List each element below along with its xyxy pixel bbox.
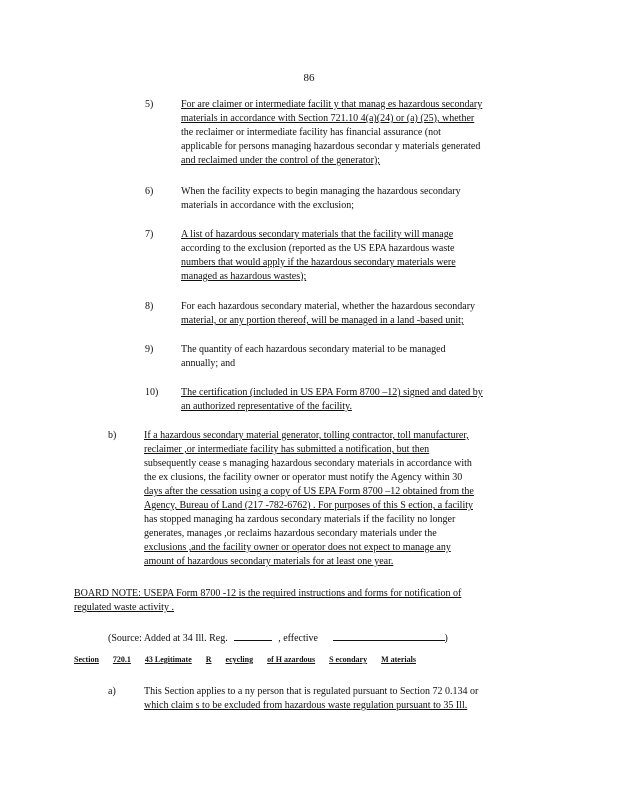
text-line: For each hazardous secondary material, whether the hazardous secondary: [181, 301, 476, 312]
text-line: If a hazardous secondary material generator, tolling contractor, toll manufacturer,: [144, 430, 469, 441]
item-number: 9): [145, 344, 154, 355]
text-line: days after the cessation using a copy of US EPA Form 8700 –12 obtained from the: [144, 486, 474, 497]
effective-date-blank: [333, 629, 445, 641]
text-line: regulated waste activity .: [74, 602, 174, 613]
text-line: which claim s to be excluded from hazardous waste regulation pursuant to 35 Ill.: [144, 700, 468, 711]
text-line: BOARD NOTE: USEPA Form 8700 -12 is the required instructions and forms for notification of: [74, 588, 462, 599]
text-line: annually; and: [181, 358, 236, 369]
text-line: This Section applies to a ny person that is regulated pursuant to Section 72 0.134 or: [144, 686, 479, 697]
paragraph-text: [144, 685, 540, 713]
text-line: materials in accordance with the exclusion;: [181, 200, 354, 211]
board-note-text: [74, 587, 540, 615]
item-number: 10): [145, 387, 159, 398]
source-mid: , effective: [278, 633, 318, 644]
item-number: 8): [145, 301, 154, 312]
text-line: reclaimer ,or intermediate facility has submitted a notification, but then: [144, 444, 430, 455]
text-line: applicable for persons managing hazardous secondar y materials generated: [181, 141, 481, 152]
text-line: the ex clusions, the facility owner or operator must notify the Agency within 30: [144, 472, 463, 483]
item-number: 5): [145, 99, 154, 110]
item-text: [181, 343, 495, 371]
text-line: according to the exclusion (reported as the US EPA hazardous waste: [181, 243, 455, 254]
text-line: Agency, Bureau of Land (217 -782-6762) . For purposes of this S ection, a facility: [144, 500, 473, 511]
paragraph-text: [144, 429, 536, 569]
text-line: The certification (included in US EPA Form 8700 –12) signed and dated by: [181, 387, 483, 398]
source-line: [108, 629, 448, 646]
page-number: 86: [303, 72, 315, 84]
text-line: generates, manages ,or reclaims hazardous secondary materials under the: [144, 528, 437, 539]
text-line: amount of hazardous secondary materials for at least one year.: [144, 556, 394, 567]
text-line: the reclaimer or intermediate facility has financial assurance (not: [181, 127, 441, 138]
text-line: an authorized representative of the facility.: [181, 401, 352, 412]
item-number: 7): [145, 229, 154, 240]
text-line: numbers that would apply if the hazardous secondary materials were: [181, 257, 456, 268]
item-text: [181, 185, 511, 213]
text-line: materials in accordance with Section 721.10 4(a)(24) or (a) (25), whether: [181, 113, 475, 124]
text-line: subsequently cease s managing hazardous secondary materials in accordance with: [144, 458, 472, 469]
item-number: 6): [145, 186, 154, 197]
item-text: [181, 98, 539, 168]
text-line: managed as hazardous wastes);: [181, 271, 307, 282]
text-line: material, or any portion thereof, will be managed in a land -based unit;: [181, 315, 464, 326]
text-line: has stopped managing ha zardous secondary materials if the facility no longer: [144, 514, 456, 525]
item-text: [181, 300, 531, 328]
text-line: and reclaimed under the control of the generator);: [181, 155, 381, 166]
paragraph-number: a): [108, 686, 116, 697]
paragraph-number: b): [108, 430, 117, 441]
text-line: For are claimer or intermediate facilit y that manag es hazardous secondary: [181, 99, 483, 110]
section-heading: Section 720.1 43 Legitimate R ecycling of H azardous S econdary M aterials: [74, 655, 416, 664]
text-line: A list of hazardous secondary materials that the facility will manage: [181, 229, 454, 240]
item-text: [181, 228, 511, 284]
item-text: [181, 386, 540, 414]
register-page-blank: [234, 629, 272, 641]
text-line: exclusions ,and the facility owner or operator does not expect to manage any: [144, 542, 451, 553]
source-prefix: (Source: Added at 34 Ill. Reg.: [108, 633, 228, 644]
text-line: When the facility expects to begin managing the hazardous secondary: [181, 186, 461, 197]
text-line: The quantity of each hazardous secondary material to be managed: [181, 344, 446, 355]
source-suffix: ): [444, 633, 448, 644]
